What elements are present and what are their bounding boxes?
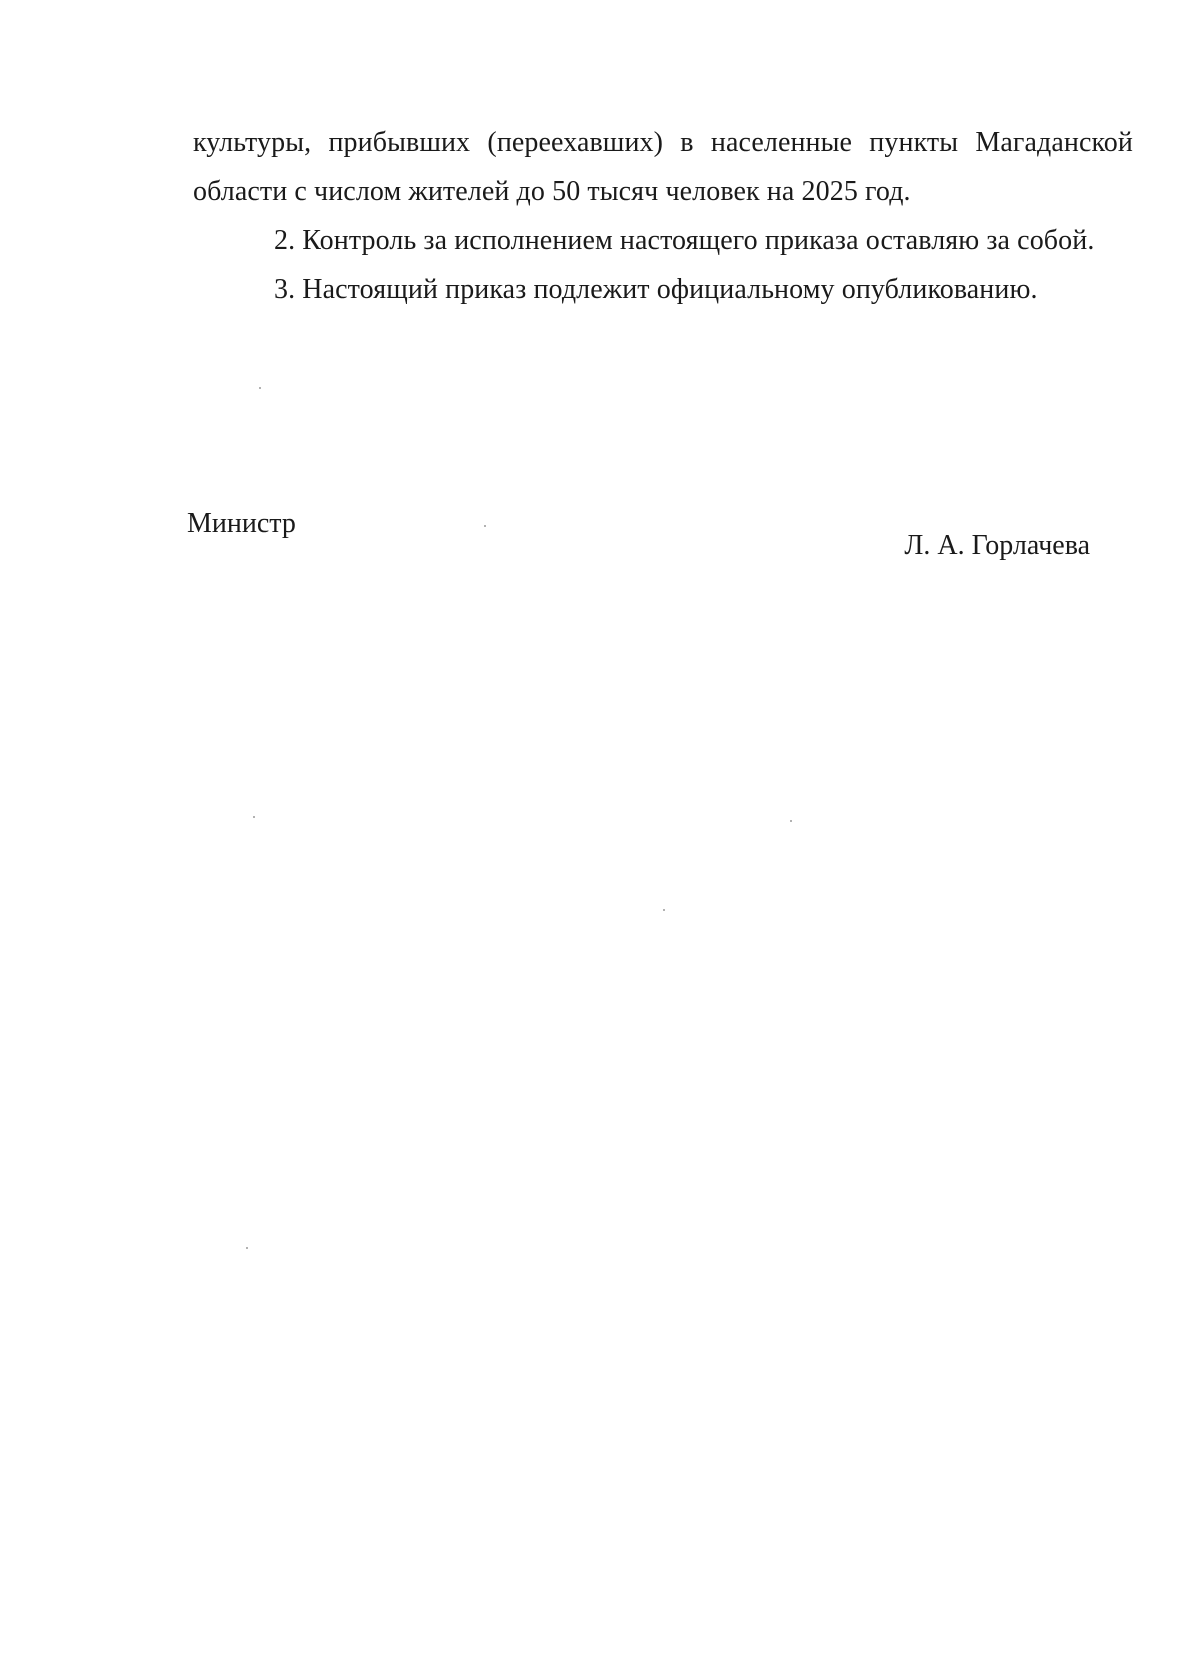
signatory-title: Министр	[187, 508, 296, 539]
scan-speck	[246, 1247, 248, 1249]
paragraph-line: культуры, прибывших (переехавших) в населенные пункты Магаданской	[193, 127, 1133, 158]
paragraph-line: области с числом жителей до 50 тысяч человек на 2025 год.	[193, 176, 911, 207]
signatory-name: Л. А. Горлачева	[904, 530, 1090, 561]
scan-speck	[253, 816, 255, 818]
list-item-3: 3. Настоящий приказ подлежит официальному опубликованию.	[274, 274, 1038, 305]
paragraph-continuation	[193, 118, 1133, 216]
scan-speck	[790, 820, 792, 822]
scan-speck	[484, 525, 486, 527]
list-item-2: 2. Контроль за исполнением настоящего приказа оставляю за собой.	[274, 225, 1095, 256]
scan-speck	[259, 387, 261, 389]
scan-speck	[663, 909, 665, 911]
document-body	[193, 118, 1133, 314]
